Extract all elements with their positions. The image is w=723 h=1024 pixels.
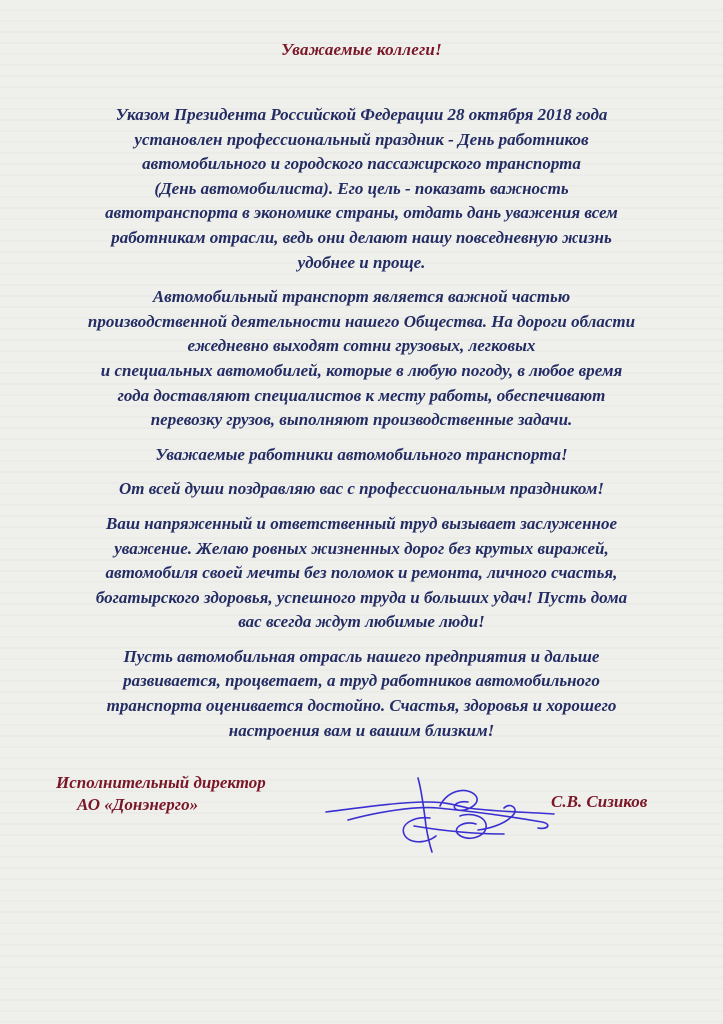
text-line: вас всегда ждут любимые люди! xyxy=(238,612,485,632)
text-line: Автомобильный транспорт является важной частью xyxy=(152,287,571,307)
text-line: уважение. Желаю ровных жизненных дорог без крутых виражей, xyxy=(114,538,609,558)
text-line: Ваш напряженный и ответственный труд вызывает заслуженное xyxy=(106,513,617,533)
text-line: удобнее и проще. xyxy=(297,252,426,272)
salutation: Уважаемые коллеги! xyxy=(281,40,442,59)
paragraph-4 xyxy=(34,477,689,502)
text-line: (День автомобилиста). Его цель - показать важность xyxy=(154,178,569,198)
handwritten-signature xyxy=(318,772,568,862)
text-line: Указом Президента Российской Федерации 28 октября 2018 года xyxy=(115,105,608,124)
text-line: года доставляют специалистов к месту работы, обеспечивают xyxy=(117,385,606,405)
text-line: установлен профессиональный праздник - День работников xyxy=(134,129,589,149)
text-line: автомобильного и городского пассажирского транспорта xyxy=(142,154,581,174)
text-line: От всей души поздравляю вас с профессиональным праздником! xyxy=(118,479,604,499)
signer-position: Исполнительный директор xyxy=(56,773,266,792)
text-line: Уважаемые работники автомобильного транспорта! xyxy=(155,444,568,464)
signer-name: С.В. Сизиков xyxy=(551,792,648,811)
text-line: перевозку грузов, выполняют производственные задачи. xyxy=(150,410,573,430)
signer-company: АО «Донэнерго» xyxy=(77,795,199,814)
text-line: работникам отрасли, ведь они делают нашу повседневную жизнь xyxy=(111,227,612,247)
paragraph-6 xyxy=(34,645,689,743)
text-line: ежедневно выходят сотни грузовых, легковых xyxy=(187,336,536,356)
text-line: богатырского здоровья, успешного труда и больших удач! Пусть дома xyxy=(95,587,628,607)
text-line: настроения вам и вашим близким! xyxy=(228,720,495,740)
paragraph-2 xyxy=(34,285,689,433)
text-line: транспорта оценивается достойно. Счастья, здоровья и хорошего xyxy=(106,696,617,716)
letter-body xyxy=(34,103,689,753)
text-line: и специальных автомобилей, которые в любую погоду, в любое время xyxy=(100,360,623,380)
signer-title-block xyxy=(56,772,266,816)
text-line: Пусть автомобильная отрасль нашего предприятия и дальше xyxy=(123,646,600,666)
text-line: автотранспорта в экономике страны, отдать дань уважения всем xyxy=(105,203,618,223)
paragraph-1 xyxy=(34,103,689,275)
text-line: производственной деятельности нашего Общества. На дороги области xyxy=(87,311,636,331)
text-line: развивается, процветает, а труд работников автомобильного xyxy=(123,671,600,691)
text-line: автомобиля своей мечты без поломок и ремонта, личного счастья, xyxy=(105,563,618,583)
paragraph-3 xyxy=(34,443,689,468)
paragraph-5 xyxy=(34,512,689,635)
